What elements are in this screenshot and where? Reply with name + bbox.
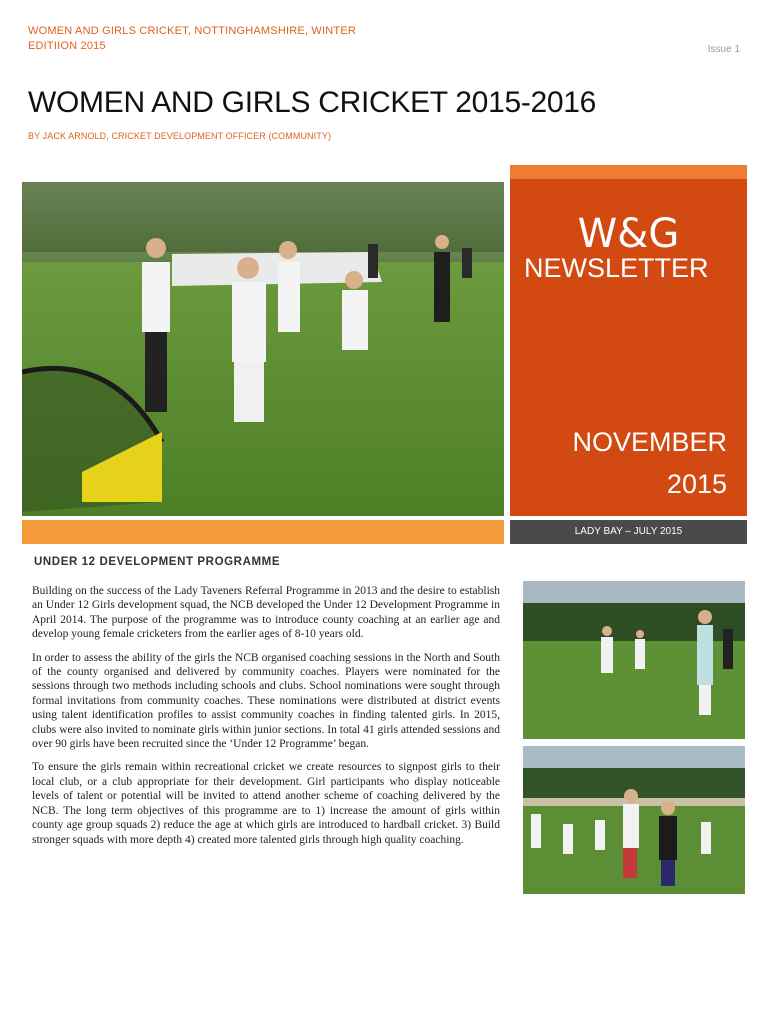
hero-photo-illustration	[22, 182, 504, 516]
panel-subtitle: NEWSLETTER	[524, 253, 709, 283]
side-photo-2	[523, 746, 745, 894]
section-heading: UNDER 12 DEVELOPMENT PROGRAMME	[34, 556, 281, 568]
edition-header	[28, 24, 388, 54]
newsletter-panel	[510, 165, 747, 516]
panel-brand: W&G	[577, 211, 680, 257]
panel-top-band	[510, 165, 747, 179]
panel-year: 2015	[666, 469, 727, 499]
edition-line-1: WOMEN AND GIRLS CRICKET, NOTTINGHAMSHIRE, WINTER	[28, 25, 357, 37]
hero-caption: LADY BAY – JULY 2015	[574, 526, 683, 537]
hero-photo	[22, 182, 504, 516]
side-photo-1-illustration	[523, 581, 745, 739]
side-photo-2-illustration	[523, 746, 745, 894]
hero-caption-bar	[510, 520, 747, 544]
article-body	[32, 584, 500, 856]
page-title: WOMEN AND GIRLS CRICKET 2015-2016	[28, 86, 597, 119]
article-paragraph-2: In order to assess the ability of the girls the NCB organised coaching sessions in the North and South of the county organised and delivered by community coaches. Players were nominated for the sessions through two methods including schools and clubs. School nominations were sought through formal invitations from community coaches. These nominations were distributed at district events using talent identification profiles to assist community coaches in finding talented girls. In 2015, clubs were also invited to nominate girls within junior sections. In total 41 girls attended sessions and over 90 girls have been recruited since the ‘Under 12 Programme’ began.	[32, 651, 500, 751]
edition-line-2: EDITIION 2015	[28, 40, 106, 52]
panel-month: NOVEMBER	[572, 427, 727, 457]
hero-accent-strip	[22, 520, 504, 544]
article-paragraph-3: To ensure the girls remain within recreational cricket we create resources to signpost girls to their local club, or a club appropriate for their development. Girl participants who display noticeable levels of talent or potential will be invited to attend another scheme of coaching delivered by the NCB. The long term objectives of this programme are to 1) increase the amount of girls within county age group squads 2) reduce the age at which girls are introduced to hardball cricket. 3) Build stronger squads with more depth 4) created more talented girls through high quality coaching.	[32, 761, 500, 846]
byline: BY JACK ARNOLD, CRICKET DEVELOPMENT OFFICER (COMMUNITY)	[28, 131, 332, 141]
issue-number: Issue 1	[707, 44, 740, 55]
article-paragraph-1: Building on the success of the Lady Taveners Referral Programme in 2013 and the desire to establish an Under 12 Girls development squad, the NCB developed the Under 12 Development Programme in April 2014. The purpose of the programme was to introduce county coaching at an earlier age and develop young female cricketers from the earlier ages of 8-10 years old.	[32, 585, 500, 641]
side-photo-1	[523, 581, 745, 739]
